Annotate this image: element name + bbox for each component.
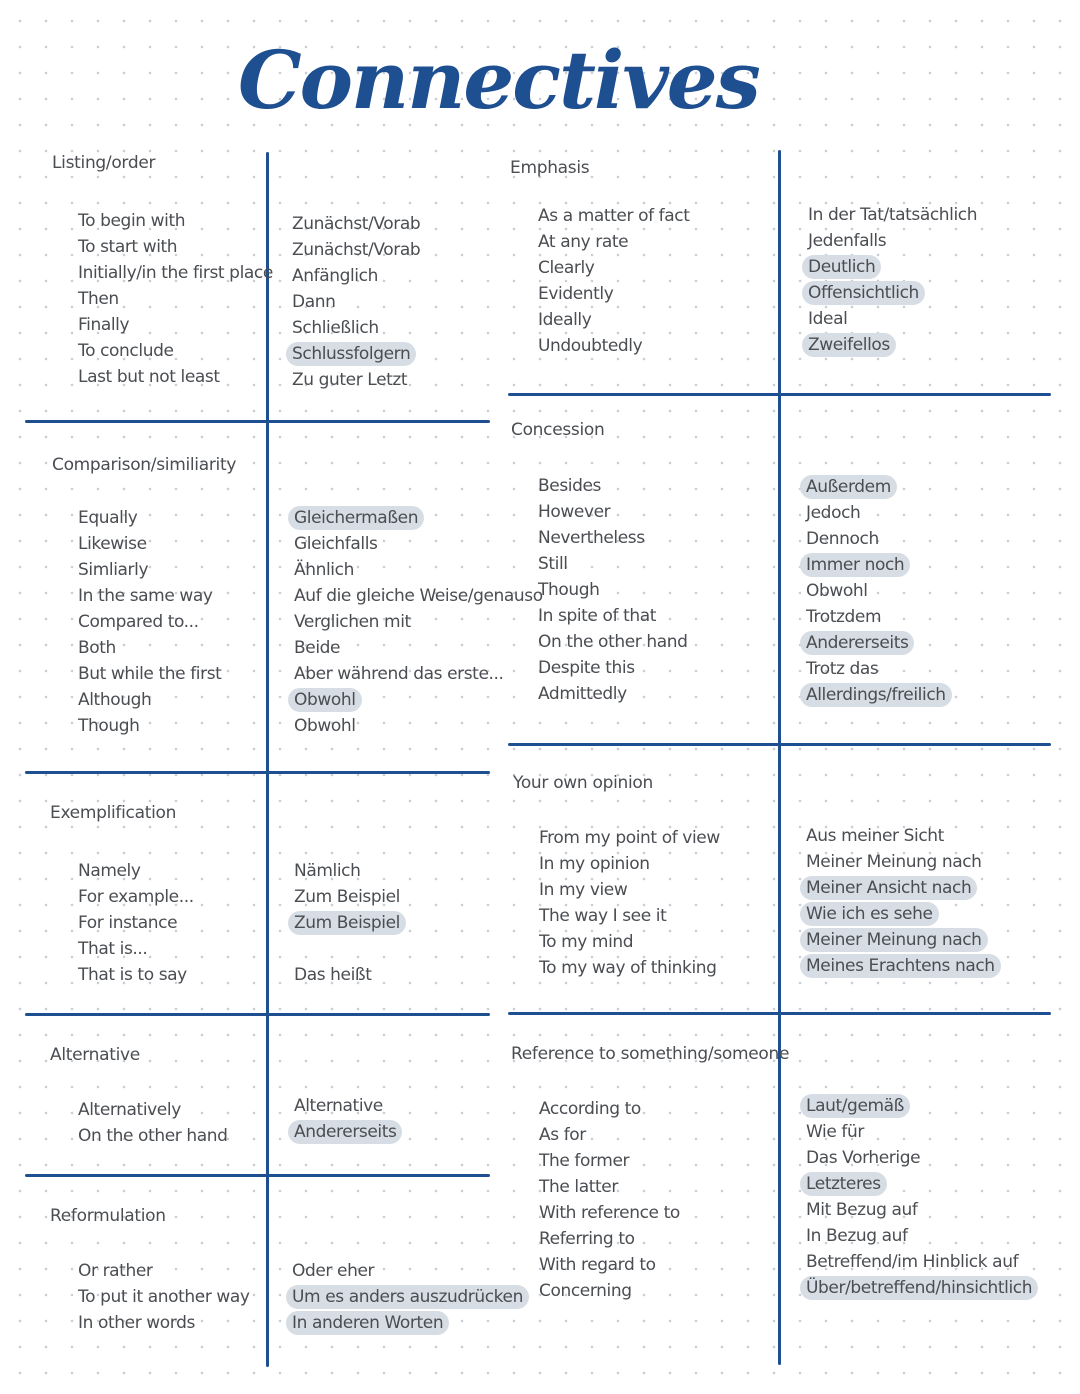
list-item: Jedenfalls xyxy=(808,231,887,251)
list-item: In other words xyxy=(78,1313,195,1333)
list-item: Besides xyxy=(538,476,602,496)
list-item: On the other hand xyxy=(78,1126,228,1146)
list-item: Wie für xyxy=(806,1122,864,1142)
german-list xyxy=(808,202,983,358)
list-item: According to xyxy=(539,1099,641,1119)
list-item: Aber während das erste... xyxy=(294,664,504,684)
list-item: Oder eher xyxy=(292,1261,375,1281)
list-item-highlighted: Deutlich xyxy=(808,254,983,280)
divider xyxy=(25,771,490,774)
list-item: At any rate xyxy=(538,232,629,252)
list-item: Alternative xyxy=(294,1096,383,1116)
list-item-highlighted: Laut/gemäß xyxy=(806,1093,1038,1119)
list-item: To put it another way xyxy=(78,1287,250,1307)
list-item: The latter xyxy=(539,1177,618,1197)
list-item-highlighted: Gleichermaßen xyxy=(294,505,549,531)
list-item: Meiner Meinung nach xyxy=(806,852,982,872)
list-item: Gleichfalls xyxy=(294,534,378,554)
section-heading: Alternative xyxy=(50,1045,140,1065)
section-heading: Your own opinion xyxy=(513,773,653,793)
list-item: In my view xyxy=(539,880,628,900)
list-item: Then xyxy=(78,289,119,309)
page-title: Connectives xyxy=(238,33,759,127)
list-item: Das heißt xyxy=(294,965,372,985)
list-item: Trotz das xyxy=(806,659,879,679)
list-item: Dann xyxy=(292,292,336,312)
german-list xyxy=(294,858,406,988)
list-item: To begin with xyxy=(78,211,186,231)
list-item: Verglichen mit xyxy=(294,612,411,632)
list-item: On the other hand xyxy=(538,632,688,652)
english-list xyxy=(539,1096,686,1304)
list-item-highlighted: Andererseits xyxy=(806,630,952,656)
list-item: That is... xyxy=(78,939,148,959)
list-item-highlighted: Um es anders auszudrücken xyxy=(292,1284,529,1310)
german-list xyxy=(806,474,952,708)
list-item: In my opinion xyxy=(539,854,650,874)
german-list xyxy=(806,823,1001,979)
list-item: Zum Beispiel xyxy=(294,887,400,907)
list-item: Ideally xyxy=(538,310,592,330)
list-item: Aus meiner Sicht xyxy=(806,826,944,846)
list-item: Both xyxy=(78,638,116,658)
list-item: Zunächst/Vorab xyxy=(292,240,421,260)
list-item: Though xyxy=(538,580,600,600)
divider xyxy=(778,150,781,1365)
section-heading: Reformulation xyxy=(50,1206,166,1226)
list-item: Though xyxy=(78,716,140,736)
list-item: Finally xyxy=(78,315,130,335)
list-item-highlighted: Meiner Ansicht nach xyxy=(806,875,1001,901)
list-item: Jedoch xyxy=(806,503,861,523)
section-heading: Listing/order xyxy=(52,153,156,173)
list-item: Still xyxy=(538,554,568,574)
list-item: Ideal xyxy=(808,309,848,329)
list-item: Dennoch xyxy=(806,529,879,549)
list-item-highlighted: Zum Beispiel xyxy=(294,910,406,936)
list-item: Or rather xyxy=(78,1261,153,1281)
list-item: Anfänglich xyxy=(292,266,378,286)
list-item: Mit Bezug auf xyxy=(806,1200,918,1220)
list-item: Nevertheless xyxy=(538,528,645,548)
list-item-highlighted: Zweifellos xyxy=(808,332,983,358)
german-list xyxy=(294,505,549,739)
list-item: Admittedly xyxy=(538,684,627,704)
list-item-highlighted: Meines Erachtens nach xyxy=(806,953,1001,979)
list-item: In the same way xyxy=(78,586,213,606)
section-heading: Exemplification xyxy=(50,803,177,823)
list-item: In der Tat/tatsächlich xyxy=(808,205,978,225)
english-list xyxy=(78,858,200,988)
section-heading: Concession xyxy=(511,420,605,440)
list-item-highlighted: Über/betreffend/hinsichtlich xyxy=(806,1275,1038,1301)
english-list xyxy=(538,203,695,359)
list-item-highlighted: In anderen Worten xyxy=(292,1310,529,1336)
list-item: Evidently xyxy=(538,284,614,304)
english-list xyxy=(78,1097,234,1149)
list-item: Das Vorherige xyxy=(806,1148,921,1168)
list-item-highlighted: Letzteres xyxy=(806,1171,1038,1197)
list-item: For example... xyxy=(78,887,194,907)
list-item: In spite of that xyxy=(538,606,657,626)
list-item: Zu guter Letzt xyxy=(292,370,408,390)
list-item: Compared to... xyxy=(78,612,199,632)
list-item: Alternatively xyxy=(78,1100,181,1120)
list-item: To my way of thinking xyxy=(539,958,717,978)
list-item-highlighted: Immer noch xyxy=(806,552,952,578)
list-item-highlighted: Allerdings/freilich xyxy=(806,682,952,708)
list-item: Obwohl xyxy=(806,581,868,601)
list-item: But while the first xyxy=(78,664,222,684)
list-item-highlighted: Offensichtlich xyxy=(808,280,983,306)
english-list xyxy=(78,505,227,739)
list-item: Simliarly xyxy=(78,560,149,580)
list-item: Schließlich xyxy=(292,318,379,338)
list-item: Ähnlich xyxy=(294,560,354,580)
divider xyxy=(25,1013,490,1016)
english-list xyxy=(539,825,726,981)
list-item: To my mind xyxy=(539,932,634,952)
list-item: Initially/in the first place xyxy=(78,263,273,283)
list-item: Concerning xyxy=(539,1281,632,1301)
list-item-highlighted: Obwohl xyxy=(294,687,549,713)
list-item: The way I see it xyxy=(539,906,667,926)
german-list xyxy=(806,1093,1038,1301)
list-item: Clearly xyxy=(538,258,595,278)
list-item: As for xyxy=(539,1125,586,1145)
list-item: However xyxy=(538,502,611,522)
list-item: Nämlich xyxy=(294,861,361,881)
list-item-highlighted: Schlussfolgern xyxy=(292,341,426,367)
list-item-highlighted: Andererseits xyxy=(294,1119,402,1145)
list-item: Obwohl xyxy=(294,716,356,736)
list-item: Despite this xyxy=(538,658,635,678)
list-item: To conclude xyxy=(78,341,174,361)
list-item: In Bezug auf xyxy=(806,1226,908,1246)
list-item-highlighted: Meiner Meinung nach xyxy=(806,927,1001,953)
english-list xyxy=(78,1258,256,1336)
english-list xyxy=(78,208,279,390)
divider xyxy=(25,420,490,423)
divider xyxy=(508,393,1051,396)
list-item: Auf die gleiche Weise/genauso xyxy=(294,586,543,606)
divider xyxy=(508,1012,1051,1015)
list-item: With reference to xyxy=(539,1203,680,1223)
list-item: Undoubtedly xyxy=(538,336,643,356)
list-item: Referring to xyxy=(539,1229,635,1249)
list-item: Zunächst/Vorab xyxy=(292,214,421,234)
list-item: With regard to xyxy=(539,1255,656,1275)
english-list xyxy=(538,473,694,707)
list-item: As a matter of fact xyxy=(538,206,690,226)
list-item: Likewise xyxy=(78,534,147,554)
divider xyxy=(25,1174,490,1177)
list-item xyxy=(294,936,406,962)
list-item: For instance xyxy=(78,913,178,933)
list-item: Last but not least xyxy=(78,367,220,387)
list-item: That is to say xyxy=(78,965,187,985)
section-heading: Reference to something/someone xyxy=(511,1044,790,1064)
list-item: The former xyxy=(539,1151,630,1171)
list-item: Although xyxy=(78,690,152,710)
list-item: To start with xyxy=(78,237,178,257)
list-item: From my point of view xyxy=(539,828,720,848)
section-heading: Comparison/similiarity xyxy=(52,455,237,475)
divider xyxy=(508,743,1051,746)
list-item: Trotzdem xyxy=(806,607,882,627)
german-list xyxy=(292,1258,529,1336)
list-item: Betreffend/im Hinblick auf xyxy=(806,1252,1019,1272)
list-item-highlighted: Außerdem xyxy=(806,474,952,500)
list-item-highlighted: Wie ich es sehe xyxy=(806,901,1001,927)
list-item: Equally xyxy=(78,508,138,528)
german-list xyxy=(292,211,426,393)
german-list xyxy=(294,1093,402,1145)
section-heading: Emphasis xyxy=(510,158,590,178)
list-item: Beide xyxy=(294,638,341,658)
list-item: Namely xyxy=(78,861,141,881)
